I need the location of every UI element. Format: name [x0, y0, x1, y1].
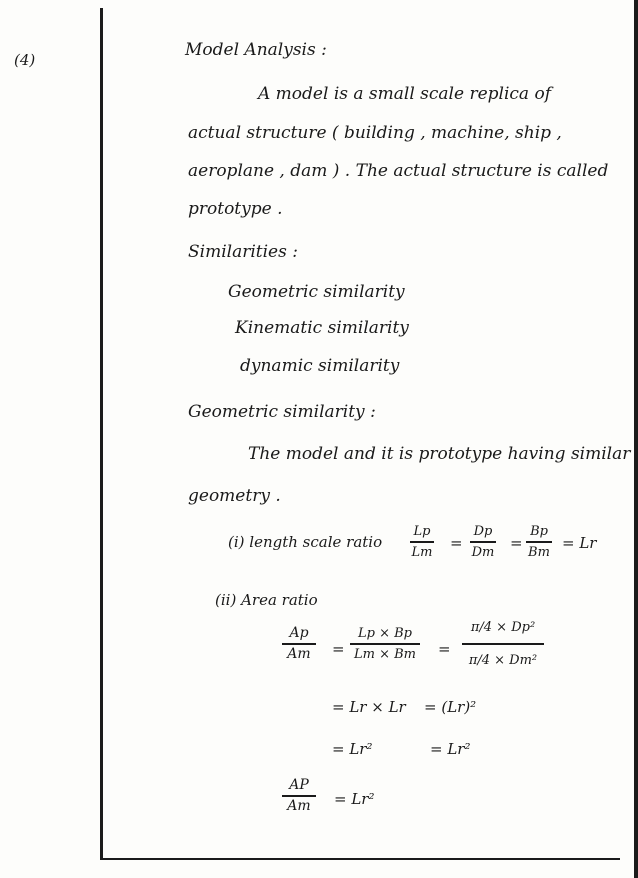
- similarity-item: Geometric similarity: [228, 282, 405, 302]
- area-step3-b: = Lr²: [430, 740, 471, 758]
- fraction-lpbp-lmbm: [350, 626, 420, 662]
- similarity-item: Kinematic similarity: [235, 318, 409, 338]
- para1-line2: actual structure ( building , machine, ship ,: [188, 123, 562, 143]
- denominator: Bm: [528, 544, 550, 560]
- para1-line4: prototype .: [188, 199, 283, 219]
- denominator: π/4 × Dm²: [468, 652, 538, 668]
- fraction-bp-bm: [526, 524, 552, 560]
- equals-sign: =: [332, 640, 345, 658]
- page-title: Model Analysis :: [185, 40, 327, 60]
- length-ratio-result: = Lr: [562, 534, 597, 552]
- numerator: Lp: [413, 524, 431, 539]
- geometric-heading: Geometric similarity :: [188, 402, 376, 422]
- area-final-rhs: = Lr²: [334, 790, 375, 808]
- area-ratio-label: (ii) Area ratio: [215, 591, 318, 609]
- denominator: Am: [287, 645, 311, 662]
- para1-line1: A model is a small scale replica of: [258, 84, 551, 104]
- numerator: Lp × Bp: [358, 626, 412, 641]
- similarity-item: dynamic similarity: [240, 356, 400, 376]
- area-step3-a: = Lr²: [332, 740, 373, 758]
- denominator: Am: [287, 797, 311, 814]
- fraction-final-ap-am: [282, 778, 316, 814]
- numerator: Bp: [530, 524, 548, 539]
- para1-line3: aeroplane , dam ) . The actual structure is called: [188, 161, 609, 181]
- numerator: Dp: [473, 524, 493, 539]
- area-step2-a: = Lr × Lr: [332, 698, 406, 716]
- denominator: Lm: [411, 544, 433, 560]
- area-step2-b: = (Lr)²: [424, 698, 477, 716]
- numerator: Ap: [289, 625, 309, 641]
- denominator: Dm: [471, 544, 495, 560]
- margin-number: (4): [14, 51, 36, 69]
- fraction-ap-am: [282, 626, 316, 662]
- geo-def-line1: The model and it is prototype having similar: [248, 444, 631, 464]
- geo-def-line2: geometry .: [188, 486, 281, 506]
- page-bottom-line: [100, 858, 620, 860]
- margin-line: [100, 8, 103, 860]
- fraction-lp-lm: [410, 524, 434, 560]
- fraction-dp-dm-pi: [462, 620, 544, 668]
- page-right-edge: [634, 0, 638, 878]
- equals-sign: =: [438, 640, 451, 658]
- numerator: π/4 × Dp²: [470, 620, 536, 635]
- numerator: AP: [289, 777, 309, 793]
- equals-sign: =: [510, 534, 523, 552]
- equals-sign: =: [450, 534, 463, 552]
- similarities-heading: Similarities :: [188, 242, 298, 262]
- denominator: Lm × Bm: [354, 646, 416, 662]
- length-ratio-label: (i) length scale ratio: [228, 533, 383, 551]
- fraction-dp-dm: [470, 524, 496, 560]
